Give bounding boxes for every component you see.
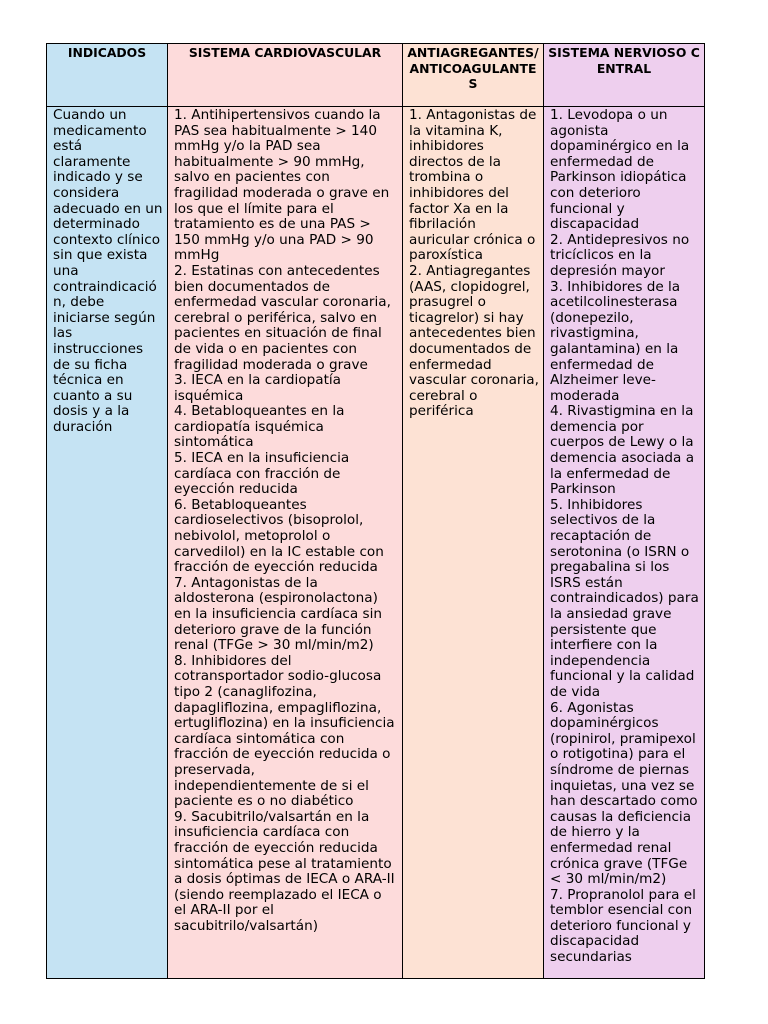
cardiovascular-cell bbox=[168, 107, 403, 978]
header-snc: SISTEMA NERVIOSO CENTRAL bbox=[544, 44, 704, 107]
cardiovascular-item: 1. Antihipertensivos cuando la PAS sea habitualmente > 140 mmHg y/o la PAD sea habitualmente > 90 mmHg, salvo en pacientes con fragilidad moderada o grave en los que el límite para el tratamiento es de una PAS > 150 mmHg y/o una PAD > 90 mmHg bbox=[174, 107, 390, 264]
indicados-cell bbox=[47, 107, 168, 978]
antiagregantes-item: 1. Antagonistas de la vitamina K, inhibidores directos de la trombina o inhibidores del factor Xa en la fibrilación auricular crónica o paroxística bbox=[409, 107, 537, 264]
snc-cell bbox=[544, 107, 704, 978]
antiagregantes-item: 2. Antiagregantes (AAS, clopidogrel, prasugrel o ticagrelor) si hay antecedentes bien documentados de enfermedad vascular coronaria, cerebral o periférica bbox=[409, 262, 539, 420]
cardiovascular-item: 7. Antagonistas de la aldosterona (espironolactona) en la insuficiencia cardíaca sin deterioro grave de la función renal (TFGe > 30 ml/min/m2) bbox=[174, 574, 383, 654]
cardiovascular-item: 3. IECA en la cardiopatía isquémica bbox=[174, 372, 342, 404]
snc-item: 3. Inhibidores de la acetilcolinesterasa (donepezilo, rivastigmina, galantamina) en la enfermedad de Alzheimer leve-moderada bbox=[550, 278, 681, 404]
indicados-text: Cuando un medicamento está claramente indicado y se considera adecuado en un determinado contexto clínico sin que exista una contraindicación, debe iniciarse según las instrucciones de su ficha técnica en cuanto a su dosis y a la duración bbox=[53, 107, 163, 435]
antiagregantes-cell bbox=[403, 107, 544, 978]
header-antiagregantes: ANTIAGREGANTES/ ANTICOAGULANTES bbox=[403, 44, 544, 107]
cardiovascular-item: 5. IECA en la insuficiencia cardíaca con fracción de eyección reducida bbox=[174, 450, 350, 498]
snc-item: 7. Propranolol para el temblor esencial con deterioro funcional y discapacidad secundarias bbox=[550, 886, 696, 966]
cardiovascular-item: 8. Inhibidores del cotransportador sodio-glucosa tipo 2 (canaglifozina, dapagliflozina, empagliflozina, ertugliflozina) en la insuficiencia cardíaca sintomática con fracción de eyección reducida o preservada, independientemente de si el paciente es o no diabético bbox=[174, 652, 395, 810]
header-cardiovascular: SISTEMA CARDIOVASCULAR bbox=[168, 44, 403, 107]
snc-item: 4. Rivastigmina en la demencia por cuerpos de Lewy o la demencia asociada a la enfermedad de Parkinson bbox=[550, 403, 695, 498]
snc-item: 5. Inhibidores selectivos de la recaptación de serotonina (o ISRN o pregabalina si los ISRS están contraindicados) para la ansiedad grave persistente que interfiere con la independencia funcional y la calidad de vida bbox=[550, 496, 699, 700]
cardiovascular-item: 4. Betabloqueantes en la cardiopatía isquémica sintomática bbox=[174, 403, 345, 451]
cardiovascular-item: 2. Estatinas con antecedentes bien documentados de enfermedad vascular coronaria, cerebral o periférica, salvo en pacientes en situación de final de vida o en pacientes con fragilidad moderada o grave bbox=[174, 262, 391, 373]
cardiovascular-item: 6. Betabloqueantes cardioselectivos (bisoprolol, nebivolol, metoprolol o carvedilol) en la IC estable con fracción de eyección reducida bbox=[174, 496, 384, 576]
header-indicados: INDICADOS bbox=[47, 44, 168, 107]
cardiovascular-item: 9. Sacubitrilo/valsartán en la insuficiencia cardíaca con fracción de eyección reducida sintomática pese al tratamiento a dosis óptimas de IECA o ARA-II (siendo reemplazado el IECA o el ARA-II por el sacubitrilo/valsartán) bbox=[174, 808, 395, 934]
criteria-table bbox=[46, 43, 705, 979]
snc-item: 2. Antidepresivos no tricíclicos en la depresión mayor bbox=[550, 231, 690, 279]
snc-item: 1. Levodopa o un agonista dopaminérgico en la enfermedad de Parkinson idiopática con deterioro funcional y discapacidad bbox=[550, 107, 690, 233]
snc-item: 6. Agonistas dopaminérgicos (ropinirol, pramipexol o rotigotina) para el síndrome de piernas inquietas, una vez se han descartado como causas la deficiencia de hierro y la enfermedad renal crónica grave (TFGe < 30 ml/min/m2) bbox=[550, 699, 698, 888]
